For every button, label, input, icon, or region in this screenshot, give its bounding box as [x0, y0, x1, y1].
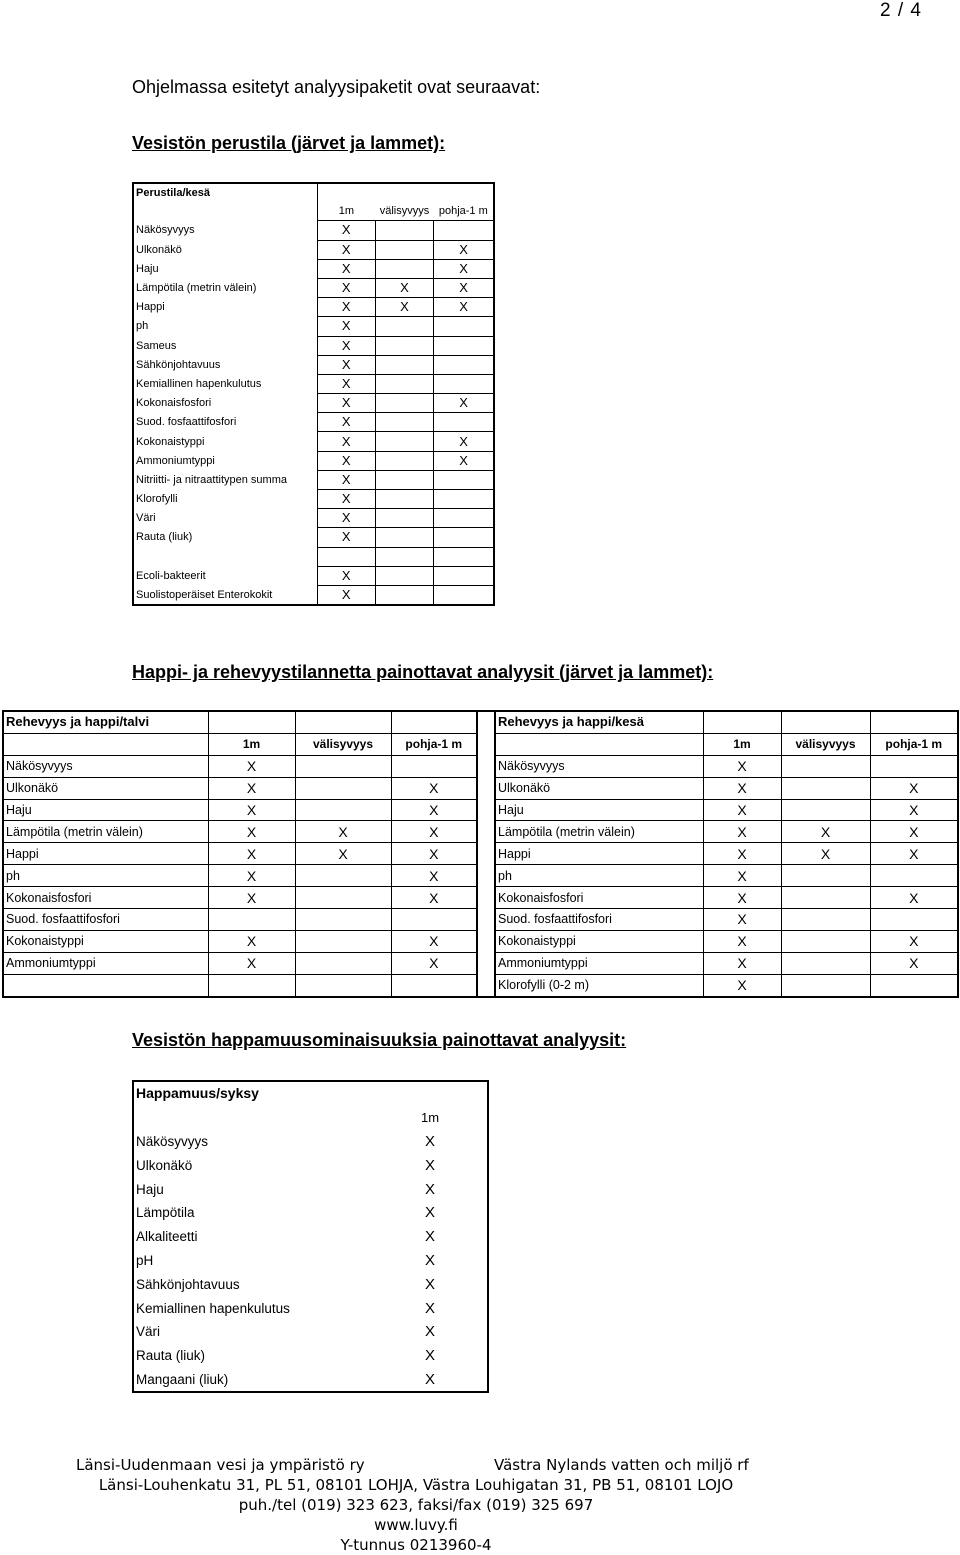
winter-row-label: Näkösyvyys [3, 755, 208, 777]
winter-value-cell [295, 799, 391, 821]
cell [373, 1081, 488, 1106]
row-label: Kemiallinen hapenkulutus [136, 377, 262, 390]
spacer [477, 821, 495, 843]
row-label: Kokonaisfosfori [136, 397, 212, 410]
table-row [133, 1368, 488, 1393]
value-cell [434, 221, 494, 240]
column-header: 1m [703, 733, 781, 755]
summer-value-cell [870, 909, 958, 931]
table-row [133, 1344, 488, 1368]
winter-value-cell [391, 755, 477, 777]
value-cell: X [317, 317, 375, 336]
value-cell: X [317, 470, 375, 489]
winter-value-cell [295, 974, 391, 996]
winter-value-cell: X [208, 755, 295, 777]
winter-value-cell: X [208, 843, 295, 865]
spacer [477, 733, 495, 755]
value-cell [375, 451, 433, 470]
winter-value-cell: X [208, 930, 295, 952]
footer-org-fi: Länsi-Uudenmaan vesi ja ympäristö ry [76, 1456, 365, 1474]
summer-value-cell: X [781, 821, 870, 843]
summer-value-cell: X [703, 799, 781, 821]
table-row [133, 1249, 488, 1273]
table-row [133, 470, 494, 489]
value-cell: X [434, 240, 494, 259]
spacer [477, 843, 495, 865]
row-label: Kemiallinen hapenkulutus [136, 1300, 290, 1316]
summer-row-label: Ulkonäkö [495, 777, 703, 799]
table-row [133, 317, 494, 336]
winter-row-label: Ulkonäkö [3, 777, 208, 799]
winter-value-cell: X [208, 887, 295, 909]
winter-value-cell: X [391, 821, 477, 843]
summer-value-cell: X [703, 909, 781, 931]
value-cell [375, 490, 433, 509]
value-cell: X [424, 1347, 435, 1365]
value-cell: X [434, 259, 494, 278]
table-row [133, 451, 494, 470]
table-row [133, 259, 494, 278]
summer-row-label: Kokonaistyppi [495, 930, 703, 952]
cell [375, 183, 433, 202]
cell [870, 711, 958, 733]
table-row [133, 432, 494, 451]
value-cell [375, 547, 433, 566]
spacer [477, 865, 495, 887]
table-row [3, 909, 958, 931]
row-label: Happi [136, 301, 165, 314]
column-header: 1m [317, 202, 375, 221]
cell [781, 711, 870, 733]
cell [295, 711, 391, 733]
summer-row-label: Ammoniumtyppi [495, 952, 703, 974]
value-cell [375, 317, 433, 336]
summer-value-cell: X [870, 821, 958, 843]
table-row [133, 355, 494, 374]
winter-value-cell [295, 930, 391, 952]
spacer [477, 799, 495, 821]
summer-value-cell: X [703, 930, 781, 952]
table-row [133, 1201, 488, 1225]
table-row [133, 490, 494, 509]
value-cell [434, 413, 494, 432]
value-cell: X [434, 278, 494, 297]
spacer [477, 974, 495, 996]
summer-row-label: Lämpötila (metrin välein) [495, 821, 703, 843]
column-header: pohja-1 m [391, 733, 477, 755]
summer-value-cell [781, 755, 870, 777]
column-header: välisyvyys [379, 205, 430, 218]
row-label: Ammoniumtyppi [136, 454, 215, 467]
spacer [477, 711, 495, 733]
winter-value-cell: X [391, 887, 477, 909]
cell [208, 711, 295, 733]
winter-value-cell: X [208, 865, 295, 887]
cell [133, 1106, 373, 1130]
value-cell [375, 374, 433, 393]
winter-row-label: Suod. fosfaattifosfori [3, 909, 208, 931]
winter-row-label: Happi [3, 843, 208, 865]
value-cell [317, 547, 375, 566]
value-cell: X [424, 1228, 435, 1246]
winter-value-cell: X [208, 821, 295, 843]
value-cell: X [317, 509, 375, 528]
table-row [133, 374, 494, 393]
winter-value-cell: X [391, 799, 477, 821]
value-cell [434, 566, 494, 585]
value-cell [434, 528, 494, 547]
row-label: Lämpötila (metrin välein) [136, 282, 257, 295]
value-cell [434, 547, 494, 566]
value-cell [434, 374, 494, 393]
spacer [477, 930, 495, 952]
winter-value-cell [295, 887, 391, 909]
intro-text: Ohjelmassa esitetyt analyysipaketit ovat seuraavat: [132, 77, 541, 97]
winter-row-label [3, 974, 208, 996]
summer-row-label: ph [495, 865, 703, 887]
summer-value-cell [870, 755, 958, 777]
table-row [133, 278, 494, 297]
value-cell [375, 413, 433, 432]
value-cell: X [424, 1204, 435, 1222]
winter-value-cell: X [391, 865, 477, 887]
summer-value-cell [781, 974, 870, 996]
table-row [133, 298, 494, 317]
summer-value-cell: X [870, 930, 958, 952]
row-label: Näkösyvyys [136, 1133, 209, 1149]
cell [317, 183, 375, 202]
value-cell: X [317, 298, 375, 317]
table-row [133, 1272, 488, 1296]
winter-value-cell [391, 909, 477, 931]
section2-heading: Happi- ja rehevyystilannetta painottavat analyysit (järvet ja lammet): [132, 662, 714, 682]
row-label: Haju [136, 262, 159, 275]
value-cell: X [317, 490, 375, 509]
winter-value-cell [295, 777, 391, 799]
row-label: Rauta (liuk) [136, 1348, 206, 1364]
value-cell [375, 566, 433, 585]
winter-value-cell [295, 952, 391, 974]
winter-value-cell [208, 974, 295, 996]
table-row [133, 336, 494, 355]
summer-value-cell: X [870, 799, 958, 821]
table-row [3, 777, 958, 799]
winter-value-cell [295, 865, 391, 887]
value-cell [375, 240, 433, 259]
value-cell [434, 470, 494, 489]
cell [133, 202, 317, 221]
table-row [3, 843, 958, 865]
value-cell: X [424, 1156, 435, 1174]
cell [3, 733, 208, 755]
table-row [133, 566, 494, 585]
value-cell: X [434, 298, 494, 317]
value-cell [434, 490, 494, 509]
value-cell: X [424, 1132, 435, 1150]
row-label: Ulkonäkö [136, 243, 182, 256]
value-cell [375, 509, 433, 528]
row-label: Väri [136, 512, 156, 525]
table-row [133, 528, 494, 547]
winter-title: Rehevyys ja happi/talvi [6, 714, 150, 730]
summer-row-label: Suod. fosfaattifosfori [495, 909, 703, 931]
winter-value-cell: X [295, 821, 391, 843]
row-label: Rauta (liuk) [136, 531, 193, 544]
table-row [3, 952, 958, 974]
winter-row-label: Ammoniumtyppi [3, 952, 208, 974]
row-label: Sameus [136, 339, 177, 352]
value-cell [375, 470, 433, 489]
table-row [133, 1177, 488, 1201]
summer-value-cell [781, 887, 870, 909]
summer-value-cell: X [870, 843, 958, 865]
column-header: pohja-1 m [870, 733, 958, 755]
winter-value-cell: X [208, 952, 295, 974]
table-title: Happamuus/syksy [136, 1085, 259, 1102]
winter-value-cell: X [391, 930, 477, 952]
spacer [477, 909, 495, 931]
value-cell [434, 336, 494, 355]
winter-row-label: Kokonaisfosfori [3, 887, 208, 909]
summer-row-label: Näkösyvyys [495, 755, 703, 777]
summer-value-cell: X [703, 952, 781, 974]
row-label: Nitriitti- ja nitraattitypen summa [136, 473, 287, 486]
winter-value-cell: X [391, 777, 477, 799]
summer-value-cell [781, 799, 870, 821]
value-cell: X [317, 585, 375, 605]
winter-row-label: ph [3, 865, 208, 887]
value-cell: X [317, 374, 375, 393]
table-row [3, 930, 958, 952]
summer-value-cell: X [703, 755, 781, 777]
value-cell: X [317, 451, 375, 470]
summer-title: Rehevyys ja happi/kesä [498, 714, 644, 730]
winter-row-label: Haju [3, 799, 208, 821]
summer-value-cell: X [870, 887, 958, 909]
cell [703, 711, 781, 733]
row-label: ph [136, 320, 149, 333]
summer-row-label: Kokonaisfosfori [495, 887, 703, 909]
winter-value-cell [295, 909, 391, 931]
value-cell [434, 509, 494, 528]
winter-value-cell: X [391, 843, 477, 865]
footer-phone: puh./tel (019) 323 623, faksi/fax (019) 325 697 [238, 1496, 594, 1514]
value-cell [375, 585, 433, 605]
value-cell [434, 585, 494, 605]
column-header: välisyvyys [295, 733, 391, 755]
winter-value-cell: X [208, 799, 295, 821]
value-cell: X [317, 240, 375, 259]
acidity-table [132, 1080, 489, 1393]
footer-business-id: Y-tunnus 0213960-4 [340, 1536, 492, 1554]
footer-org-sv: Västra Nylands vatten och miljö rf [494, 1456, 749, 1474]
value-cell: X [317, 413, 375, 432]
value-cell: X [375, 278, 433, 297]
oxygen-eutrophication-table [2, 710, 959, 998]
summer-row-label: Happi [495, 843, 703, 865]
value-cell: X [424, 1180, 435, 1198]
table-row [133, 1320, 488, 1344]
value-cell [375, 432, 433, 451]
value-cell: X [317, 278, 375, 297]
value-cell: X [317, 432, 375, 451]
spacer [477, 777, 495, 799]
value-cell [375, 394, 433, 413]
table-row [133, 394, 494, 413]
spacer [477, 755, 495, 777]
table-row [133, 1225, 488, 1249]
value-cell: X [424, 1251, 435, 1269]
summer-value-cell [870, 865, 958, 887]
value-cell: X [434, 432, 494, 451]
row-label: Suod. fosfaattifosfori [136, 416, 237, 429]
summer-value-cell: X [703, 843, 781, 865]
summer-value-cell [870, 974, 958, 996]
value-cell [375, 528, 433, 547]
row-label: Sähkönjohtavuus [136, 358, 221, 371]
table-row [133, 1153, 488, 1177]
summer-value-cell: X [703, 865, 781, 887]
summer-value-cell: X [781, 843, 870, 865]
summer-value-cell [781, 909, 870, 931]
summer-value-cell: X [870, 952, 958, 974]
winter-value-cell [295, 755, 391, 777]
row-label: pH [136, 1252, 154, 1268]
row-label: Sähkönjohtavuus [136, 1276, 240, 1292]
value-cell [375, 259, 433, 278]
winter-row-label: Lämpötila (metrin välein) [3, 821, 208, 843]
table-row [3, 865, 958, 887]
summer-value-cell [781, 865, 870, 887]
table-row [3, 799, 958, 821]
row-label: Haju [136, 1181, 164, 1197]
value-cell: X [317, 221, 375, 240]
row-label: Ulkonäkö [136, 1157, 193, 1173]
value-cell: X [424, 1370, 435, 1388]
value-cell [434, 355, 494, 374]
column-header: pohja-1 m [438, 205, 488, 218]
row-label: Alkaliteetti [136, 1229, 198, 1245]
table-row [133, 413, 494, 432]
column-header: 1m [420, 1110, 440, 1126]
column-header: 1m [208, 733, 295, 755]
column-header: välisyvyys [781, 733, 870, 755]
row-label: Ecoli-bakteerit [136, 569, 206, 582]
footer-address: Länsi-Louhenkatu 31, PL 51, 08101 LOHJA, Västra Louhigatan 31, PB 51, 08101 LOJO [98, 1476, 734, 1494]
winter-value-cell: X [208, 777, 295, 799]
value-cell: X [434, 394, 494, 413]
value-cell: X [317, 394, 375, 413]
cell [391, 711, 477, 733]
section1-heading: Vesistön perustila (järvet ja lammet): [132, 133, 446, 153]
row-label: Kokonaistyppi [136, 435, 205, 448]
table-row [133, 585, 494, 605]
value-cell: X [424, 1275, 435, 1293]
summer-value-cell [781, 930, 870, 952]
spacer [477, 952, 495, 974]
value-cell: X [424, 1323, 435, 1341]
summer-value-cell [781, 952, 870, 974]
table-row [133, 509, 494, 528]
winter-value-cell [208, 909, 295, 931]
value-cell: X [317, 528, 375, 547]
table-row [133, 221, 494, 240]
row-label: Mangaani (liuk) [136, 1371, 229, 1387]
row-label [133, 547, 317, 566]
table-row [3, 755, 958, 777]
value-cell [375, 221, 433, 240]
table-row [133, 547, 494, 566]
table-row [3, 821, 958, 843]
value-cell [375, 336, 433, 355]
summer-value-cell: X [703, 821, 781, 843]
winter-value-cell [391, 974, 477, 996]
table-title: Perustila/kesä [136, 187, 210, 200]
basic-state-table [132, 182, 495, 606]
winter-row-label: Kokonaistyppi [3, 930, 208, 952]
cell [495, 733, 703, 755]
row-label: Näkösyvyys [136, 224, 195, 237]
value-cell: X [424, 1299, 435, 1317]
row-label: Suolistoperäiset Enterokokit [136, 588, 273, 601]
row-label: Klorofylli [136, 493, 178, 506]
summer-row-label: Klorofylli (0-2 m) [495, 974, 703, 996]
value-cell: X [317, 566, 375, 585]
value-cell [375, 355, 433, 374]
value-cell: X [317, 355, 375, 374]
value-cell [434, 317, 494, 336]
summer-value-cell: X [703, 974, 781, 996]
spacer [477, 887, 495, 909]
table-row [133, 1296, 488, 1320]
summer-value-cell: X [703, 777, 781, 799]
table-row [133, 240, 494, 259]
winter-value-cell: X [391, 952, 477, 974]
summer-value-cell: X [870, 777, 958, 799]
page-number: 2 / 4 [880, 0, 922, 21]
row-label: Väri [136, 1324, 161, 1340]
winter-value-cell: X [295, 843, 391, 865]
table-row [3, 974, 958, 996]
value-cell: X [317, 259, 375, 278]
table-row [3, 887, 958, 909]
section3-heading: Vesistön happamuusominaisuuksia painottavat analyysit: [132, 1030, 627, 1050]
table-row [133, 1130, 488, 1154]
value-cell: X [434, 451, 494, 470]
summer-value-cell: X [703, 887, 781, 909]
value-cell: X [317, 336, 375, 355]
cell [434, 183, 494, 202]
footer-web: www.luvy.fi [374, 1516, 458, 1534]
summer-value-cell [781, 777, 870, 799]
summer-row-label: Haju [495, 799, 703, 821]
row-label: Lämpötila [136, 1205, 195, 1221]
value-cell: X [375, 298, 433, 317]
